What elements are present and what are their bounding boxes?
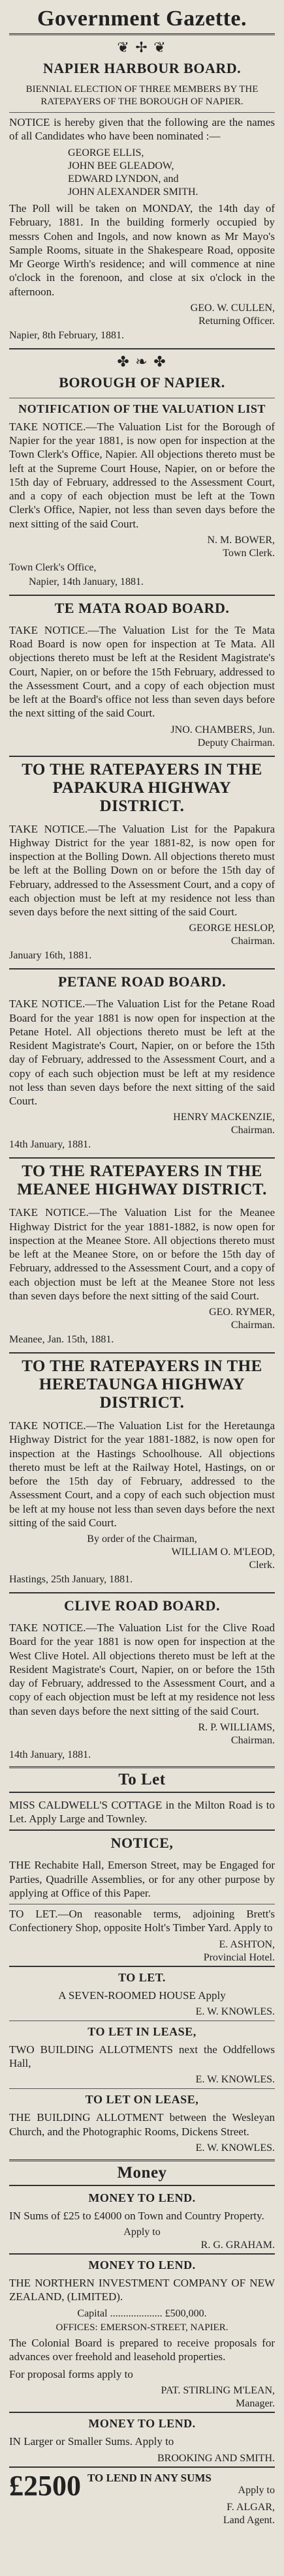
divider bbox=[9, 1966, 275, 1967]
clive-title: CLIVE ROAD BOARD. bbox=[64, 1597, 220, 1614]
signature: F. ALGAR, bbox=[227, 2501, 275, 2513]
signature: GEORGE HESLOP, bbox=[189, 923, 275, 934]
to-let-house-body: A SEVEN-ROOMED HOUSE Apply bbox=[58, 1989, 226, 2002]
dateline: January 16th, 1881. bbox=[9, 950, 92, 962]
money2-title: MONEY TO LEND. bbox=[88, 2258, 196, 2272]
apply-line: Apply to bbox=[123, 2227, 161, 2238]
signature: HENRY MACKENZIE, bbox=[173, 1112, 275, 1123]
meanee-title: TO THE RATEPAYERS IN THE MEANEE HIGHWAY DISTRICT. bbox=[17, 1162, 267, 1199]
divider bbox=[9, 1157, 275, 1159]
temata-title: TE MATA ROAD BOARD. bbox=[54, 599, 230, 616]
divider bbox=[9, 348, 275, 349]
signature-role: Deputy Chairman. bbox=[197, 737, 275, 748]
money2-body-3: For proposal forms apply to bbox=[9, 2368, 133, 2380]
signature: N. M. BOWER, bbox=[207, 534, 275, 546]
money4-body: TO LEND IN ANY SUMS bbox=[87, 2471, 212, 2484]
papakura-body: TAKE NOTICE.—The Valuation List for the Papakura Highway District for the year 1881-82, is now open for inspection at the Bolling Down. All objections thereto must be left at the Bolling Down on or before the 15th day of February, addressed to the Assessment Court, and a copy of each objection must be left at my residence not less than seven days before the next sitting of the said Court. bbox=[9, 822, 275, 918]
ornament-icon: ❦ ✢ ❦ bbox=[117, 39, 167, 55]
apply-line: Apply to bbox=[238, 2484, 275, 2496]
notice-title: NOTICE, bbox=[110, 1835, 174, 1852]
divider bbox=[9, 968, 275, 970]
dateline: Hastings, 25th January, 1881. bbox=[9, 1574, 133, 1585]
money3-body: IN Larger or Smaller Sums. Apply to bbox=[9, 2435, 174, 2448]
to-let-lease1-body: TWO BUILDING ALLOTMENTS next the Oddfellows Hall, bbox=[9, 2043, 275, 2069]
signature: PAT. STIRLING M'LEAN, bbox=[161, 2385, 275, 2397]
divider bbox=[9, 1829, 275, 1831]
signature: E. W. KNOWLES. bbox=[195, 2074, 275, 2086]
dateline: Meanee, Jan. 15th, 1881. bbox=[9, 1334, 114, 1345]
signature: JNO. CHAMBERS, Jun. bbox=[170, 724, 275, 735]
divider bbox=[9, 756, 275, 757]
divider bbox=[9, 2466, 275, 2468]
signature-role: Chairman. bbox=[230, 1734, 275, 1746]
candidate: JOHN BEE GLEADOW, bbox=[68, 160, 174, 171]
divider bbox=[9, 112, 275, 113]
petane-body: TAKE NOTICE.—The Valuation List for the Petane Road Board for the year 1881 is now open for inspection at the Petane Hotel. All objections thereto must be left at the Resident Magistrate's Court, Napier, on or before the 15th day of February, addressed to the Assessment Court, and a copy of each such objection must be left at my residence not less than seven days before the next sitting of the said Court. bbox=[9, 998, 275, 1107]
to-let-lease1-heading: TO LET IN LEASE, bbox=[87, 2024, 197, 2038]
signature-role: Returning Officer. bbox=[198, 315, 275, 327]
signature: WILLIAM O. M'LEOD, bbox=[171, 1547, 275, 1558]
dateline: 14th January, 1881. bbox=[9, 1139, 91, 1151]
temata-body: TAKE NOTICE.—The Valuation List for the Te Mata Road Board is now open for inspection at Te Mata. All objections thereto must be left at the Resident Magistrate's Court, Napier, on or before the 15th February, addressed to the Assessment Court, and a copy of each objection must be left at the Board's office not less than seven days before the next sitting of the said Court. bbox=[9, 623, 275, 720]
notice-body-2: TO LET.—On reasonable terms, adjoining Brett's Confectionery Shop, opposite Holt's Timber Yard. Apply to bbox=[9, 1908, 275, 1934]
harbour-body: The Poll will be taken on MONDAY, the 14th day of February, 1881. In the building formerly occupied by messrs Cohen and Ingols, and now known as Mr Mayo's Sample Rooms, situate in the Shakespeare Road, opposite Mr George Wirth's residence; and will commence at nine o'clock in the forenoon, and close at six o'clock in the afternoon. bbox=[9, 202, 275, 298]
divider bbox=[9, 2088, 275, 2089]
money2-body-2: The Colonial Board is prepared to receive proposals for advances over freehold and leasehold properties. bbox=[9, 2336, 275, 2363]
place: Town Clerk's Office, bbox=[9, 561, 97, 573]
notice-body: THE Rechabite Hall, Emerson Street, may be Engaged for Parties, Quadrille Assemblies, or for any other purpose by applying at Office of this Paper. bbox=[9, 1859, 275, 1899]
signature-role: Chairman. bbox=[230, 936, 275, 947]
signature-role: Clerk. bbox=[249, 1560, 275, 1571]
divider bbox=[9, 2412, 275, 2413]
borough-title: BOROUGH OF NAPIER. bbox=[59, 374, 225, 391]
dateline: Napier, 14th January, 1881. bbox=[29, 576, 144, 587]
candidate: EDWARD LYNDON, and bbox=[68, 173, 179, 185]
signature: GEO. RYMER, bbox=[209, 1307, 275, 1318]
clive-body: TAKE NOTICE.—The Valuation List for the Clive Road Board for the year 1881 is now open for inspection at the West Clive Hotel. All objections thereto must be left at the Resident Magistrate's Court, Napier, on or before the 15th day of February, addressed to the Assessment Court, and a copy of each objection must be left at my residence not less than seven days before the next sitting of the said Court. bbox=[9, 1621, 275, 1717]
heretaunga-body: TAKE NOTICE.—The Valuation List for the Heretaunga Highway District for the year 1881-1882, is now open for inspection at the Hastings Schoolhouse. All objections thereto must be left at the Railway Hotel, Hastings, on or before the 15th day of February, addressed to the Assessment Court, and a copy of each such objection must be left at my house not less than seven days before the next sitting of the said Court. bbox=[9, 1419, 275, 1529]
to-let-house-heading: TO LET. bbox=[118, 1970, 166, 1984]
harbour-subtitle: BIENNIAL ELECTION OF THREE MEMBERS BY THE RATEPAYERS OF THE BOROUGH OF NAPIER. bbox=[25, 84, 259, 107]
divider bbox=[9, 1592, 275, 1593]
papakura-title: TO THE RATEPAYERS IN THE PAPAKURA HIGHWAY DISTRICT. bbox=[22, 760, 262, 815]
borough-body: TAKE NOTICE.—The Valuation List for the Borough of Napier for the year 1881, is now open for inspection at the Town Clerk's Office, Napier. All objections thereto must be left at the Supreme Court House, Napier, on or before the 15th day of February, addressed to the Assessment Court, and a copy of each objection must be left at the Town Clerk's Office, Napier, not less than seven days before the next sitting of the said Court. bbox=[9, 420, 275, 530]
divider bbox=[9, 2253, 275, 2255]
harbour-title: NAPIER HARBOUR BOARD. bbox=[42, 60, 242, 76]
money2-body: THE NORTHERN INVESTMENT COMPANY OF NEW ZEALAND, (LIMITED). bbox=[9, 2277, 275, 2303]
signature-role: Town Clerk. bbox=[223, 547, 275, 559]
dateline: 14th January, 1881. bbox=[9, 1749, 91, 1760]
heretaunga-title: TO THE RATEPAYERS IN THE HERETAUNGA HIGHWAY DISTRICT. bbox=[22, 1357, 262, 1412]
signature: E. W. KNOWLES. bbox=[195, 2142, 275, 2154]
signature-role: Chairman. bbox=[230, 1125, 275, 1136]
caldwell-ad: MISS CALDWELL'S COTTAGE in the Milton Road is to Let. Apply Large and Townley. bbox=[9, 1798, 275, 1825]
to-let-header: To Let bbox=[118, 1770, 166, 1788]
signature-role: Chairman. bbox=[230, 1320, 275, 1331]
petane-title: PETANE ROAD BOARD. bbox=[57, 973, 227, 990]
signature: E. ASHTON, bbox=[219, 1938, 275, 1950]
divider bbox=[9, 33, 275, 35]
divider bbox=[9, 1352, 275, 1354]
capital-line: Capital .................... £500,000. bbox=[77, 2307, 207, 2319]
order-line: By order of the Chairman, bbox=[87, 1533, 197, 1545]
money4-amount: £2500 bbox=[9, 2469, 81, 2502]
meanee-body: TAKE NOTICE.—The Valuation List for the Meanee Highway District for the year 1881-1882, is now open for inspection at the Meanee Store. All objections thereto must be left at the Meanee Store, on or before the 15th day of February, addressed to the Assessment Court, and a copy of each objection must be left at the Meanee Store not less than seven days before the next sitting of the said Court. bbox=[9, 1206, 275, 1302]
divider bbox=[9, 595, 275, 596]
signature: BROOKING AND SMITH. bbox=[157, 2452, 275, 2464]
candidate: JOHN ALEXANDER SMITH. bbox=[68, 186, 198, 198]
money3-title: MONEY TO LEND. bbox=[88, 2417, 196, 2431]
borough-heading: NOTIFICATION OF THE VALUATION LIST bbox=[18, 402, 266, 415]
signature: E. W. KNOWLES. bbox=[195, 2006, 275, 2017]
candidate: GEORGE ELLIS, bbox=[68, 147, 144, 158]
signature-role: Land Agent. bbox=[223, 2514, 275, 2526]
to-let-header-box bbox=[9, 1766, 275, 1793]
money4-ad bbox=[9, 2469, 275, 2526]
signature-role: Manager. bbox=[236, 2398, 275, 2410]
candidate-list bbox=[9, 147, 275, 199]
money-header: Money bbox=[117, 2163, 167, 2182]
masthead: Government Gazette. bbox=[37, 7, 247, 31]
ornament-icon: ✤ ❧ ✤ bbox=[117, 353, 167, 370]
money-header-box bbox=[9, 2159, 275, 2186]
signature-role: Provincial Hotel. bbox=[203, 1951, 275, 1963]
harbour-intro: NOTICE is hereby given that the following are the names of all Candidates who have been nominated :— bbox=[9, 115, 275, 142]
signature: R. P. WILLIAMS, bbox=[198, 1721, 275, 1733]
dateline: Napier, 8th February, 1881. bbox=[9, 329, 125, 341]
money1-title: MONEY TO LEND. bbox=[88, 2191, 196, 2204]
signature: GEO. W. CULLEN, bbox=[190, 302, 275, 314]
to-let-lease2-body: THE BUILDING ALLOTMENT between the Wesleyan Church, and the Photographic Rooms, Dickens Street. bbox=[9, 2111, 275, 2138]
signature: R. G. GRAHAM. bbox=[200, 2240, 275, 2251]
to-let-lease2-heading: TO LET ON LEASE, bbox=[85, 2093, 199, 2107]
offices-line: OFFICES: EMERSON-STREET, NAPIER. bbox=[55, 2322, 229, 2333]
money1-body: IN Sums of £25 to £4000 on Town and Country Property. bbox=[9, 2209, 264, 2222]
